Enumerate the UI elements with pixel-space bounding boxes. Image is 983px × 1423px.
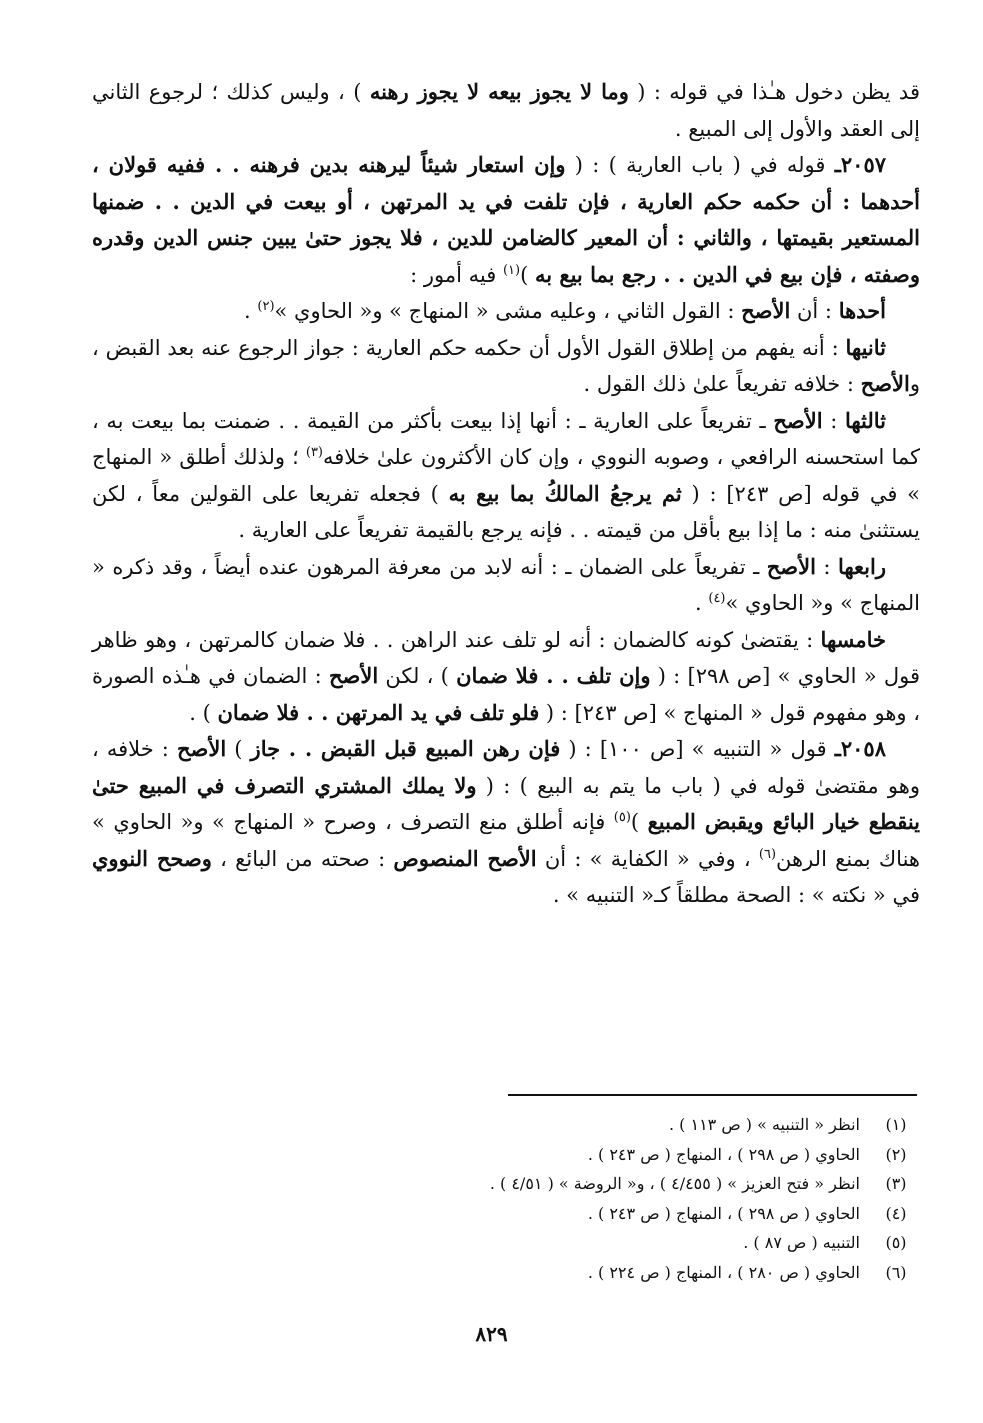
paragraph bbox=[92, 403, 920, 549]
footnotes bbox=[92, 1110, 918, 1288]
footnote bbox=[92, 1140, 918, 1170]
bold-text: الأصح bbox=[328, 663, 379, 688]
footnote-text: التنبيه ( ص ٨٧ ) . bbox=[743, 1233, 860, 1253]
text-run: ـ تفريعاً على الضمان ـ : أنه لابد من معرفة المرهون عنده أيضاً ، وقد ذكره « المنهاج » و« الحاوي » bbox=[92, 554, 920, 615]
bold-text: الأصح bbox=[860, 371, 910, 396]
footnote bbox=[92, 1228, 918, 1258]
footnote-number: (٦) bbox=[885, 1262, 907, 1282]
footnote-text: انظر « التنبيه » ( ص ١١٣ ) . bbox=[668, 1115, 860, 1134]
footnote-marker: (٣) bbox=[305, 445, 323, 460]
text-run: في « نكته » : الصحة مطلقاً كـ« التنبيه » . bbox=[552, 883, 920, 907]
paragraph bbox=[92, 731, 920, 914]
text-run: : خلافه ، وهو مقتضىٰ قوله في ( باب ما يتم به البيع ) : ( bbox=[92, 737, 920, 798]
bold-text: الأصح bbox=[176, 736, 227, 761]
bold-text: الأصح bbox=[766, 553, 816, 579]
footnote-text: الحاوي ( ص ٢٩٨ ) ، المنهاج ( ص ٢٤٣ ) . bbox=[587, 1144, 860, 1164]
footnote-text: الحاوي ( ص ٢٩٨ ) ، المنهاج ( ص ٢٤٣ ) . bbox=[587, 1203, 860, 1223]
text-run: ) . bbox=[189, 700, 218, 725]
bold-text: ثالثها bbox=[844, 407, 887, 433]
bold-text: الأصح bbox=[741, 298, 791, 323]
footnote bbox=[92, 1199, 918, 1229]
bold-text: وصحح النووي bbox=[92, 845, 212, 871]
bold-text: رابعها bbox=[837, 553, 886, 579]
footnote-text: انظر « فتح العزيز » ( ٤/٤٥٥ ) ، و« الروضة » ( ٤/٥١ ) . bbox=[489, 1174, 860, 1194]
text-run: . bbox=[244, 299, 258, 323]
text-run: قول « التنبيه » [ص ١٠٠] : ( bbox=[560, 737, 835, 761]
text-run: ) ، لكن bbox=[378, 664, 457, 688]
paragraph bbox=[92, 74, 920, 147]
footnote-marker: (٢) bbox=[257, 299, 275, 314]
footnote-number: (٢) bbox=[885, 1144, 907, 1164]
footnote-marker: (٤) bbox=[708, 591, 726, 606]
text-run: : القول الثاني ، وعليه مشى « المنهاج » و« الحاوي » bbox=[274, 299, 742, 323]
text-run: ) ، وليس كذلك ؛ لرجوع الثاني إلى العقد والأول إلى المبيع . bbox=[92, 80, 920, 141]
page-number: ٨٢٩ bbox=[475, 1322, 508, 1346]
text-run: قد يظن دخول هـٰذا في قوله : ( bbox=[628, 80, 920, 104]
footnote-number: (٥) bbox=[885, 1233, 907, 1253]
footnote-number: (١) bbox=[885, 1115, 907, 1134]
text-run: : صحته من البائع ، bbox=[211, 846, 394, 871]
paragraph bbox=[92, 622, 920, 732]
text-run: ، وفي « الكفاية » : أن bbox=[536, 846, 759, 871]
footnote-number: (٤) bbox=[885, 1203, 907, 1223]
footnote bbox=[92, 1110, 918, 1140]
text-run: : bbox=[815, 554, 838, 579]
bold-text: الأصح bbox=[773, 407, 823, 433]
footnote-divider bbox=[508, 1094, 917, 1096]
text-run: ) bbox=[226, 737, 251, 761]
paragraph bbox=[92, 330, 920, 403]
text-run: فإنه أطلق منع التصرف ، وصرح « المنهاج » و« الحاوي » هناك بمنع الرهن bbox=[92, 810, 920, 871]
text-run: ) فجعله تفريعا على القولين معاً ، لكن يستثنىٰ منه : ما إذا بيع بأقل من قيمته . . فإنه يرجع بالقيمة تفريعاً على العارية . bbox=[92, 481, 920, 542]
footnote-text: الحاوي ( ص ٢٨٠ ) ، المنهاج ( ص ٢٢٤ ) . bbox=[587, 1262, 860, 1282]
bold-text: فلو تلف في يد المرتهن . . فلا ضمان bbox=[217, 699, 540, 725]
text-run: ـ تفريعاً على العارية ـ : أنها إذا بيعت بأكثر من القيمة . . ضمنت بما بيعت به ، كما استحسنه الرافعي ، وصوبه النووي ، وإن كان الأكثرون علىٰ خلافه bbox=[92, 408, 920, 469]
bold-text: وإن استعار شيئاً ليرهنه بدين فرهنه . . ففيه قولان ، أحدهما : أن حكمه حكم العارية ، فإن تلفت في يد المرتهن ، أو بيعت في الدين . . ضمنها المستعير بقيمتها ، والثاني : أن المعير كالضامن للدين ، فلا يجوز حتىٰ يبين جنس الدين وقدره وصفته ، فإن بيع في الدين . . رجع بما بيع به bbox=[92, 152, 920, 287]
text-run: . bbox=[695, 591, 709, 615]
footnote-marker: (٥) bbox=[613, 810, 631, 825]
bold-text: خامسها bbox=[820, 626, 886, 652]
bold-text: ولا يملك المشتري التصرف في المبيع حتىٰ ينقطع خيار البائع ويقبض المبيع bbox=[92, 772, 921, 834]
text-run: ؛ ولذلك أطلق « المنهاج » في قوله [ص ٢٤٣] : ( bbox=[92, 445, 920, 506]
text-run: ) bbox=[520, 262, 535, 287]
paragraph bbox=[92, 293, 920, 330]
bold-text: ثم يرجعُ المالكُ بما بيع به bbox=[448, 480, 682, 506]
text-run: : bbox=[822, 408, 845, 433]
bold-text: ثانيها bbox=[845, 334, 887, 360]
bold-text: فإن رهن المبيع قبل القبض . . جاز bbox=[250, 736, 561, 761]
bold-text: الأصح المنصوص bbox=[393, 845, 537, 871]
text-run: : الضمان في هـٰذه الصورة ، وهو مفهوم قول « المنهاج » [ص ٢٤٣] : ( bbox=[92, 664, 920, 725]
text-run: : أنه يفهم من إطلاق القول الأول أن حكمه حكم العارية : جواز الرجوع عنه بعد القبض ، و bbox=[92, 335, 920, 396]
main-text bbox=[92, 74, 920, 914]
text-run: : يقتضىٰ كونه كالضمان : أنه لو تلف عند الراهن . . فلا ضمان كالمرتهن ، وهو ظاهر قول « الحاوي » [ص ٢٩٨] : ( bbox=[92, 627, 920, 688]
footnote bbox=[92, 1169, 918, 1199]
footnote bbox=[92, 1258, 918, 1288]
text-run: : خلافه تفريعاً علىٰ ذلك القول . bbox=[583, 372, 861, 396]
text-run: : أن bbox=[790, 299, 839, 323]
bold-text: ٢٠٥٨ـ bbox=[834, 736, 886, 761]
paragraph bbox=[92, 549, 920, 622]
bold-text: أحدها bbox=[838, 298, 886, 323]
footnote-marker: (٦) bbox=[758, 846, 777, 862]
bold-text: ٢٠٥٧ـ bbox=[834, 152, 887, 177]
text-run: قوله في ( باب العارية ) : ( bbox=[565, 153, 835, 177]
text-run: فيه أمور : bbox=[410, 262, 503, 287]
paragraph bbox=[92, 147, 920, 293]
text-run: ) bbox=[630, 810, 648, 834]
footnote-marker: (١) bbox=[502, 262, 521, 278]
bold-text: وإن تلف . . فلا ضمان bbox=[456, 663, 651, 688]
footnote-number: (٣) bbox=[885, 1174, 907, 1194]
bold-text: وما لا يجوز بيعه لا يجوز رهنه bbox=[369, 79, 629, 104]
